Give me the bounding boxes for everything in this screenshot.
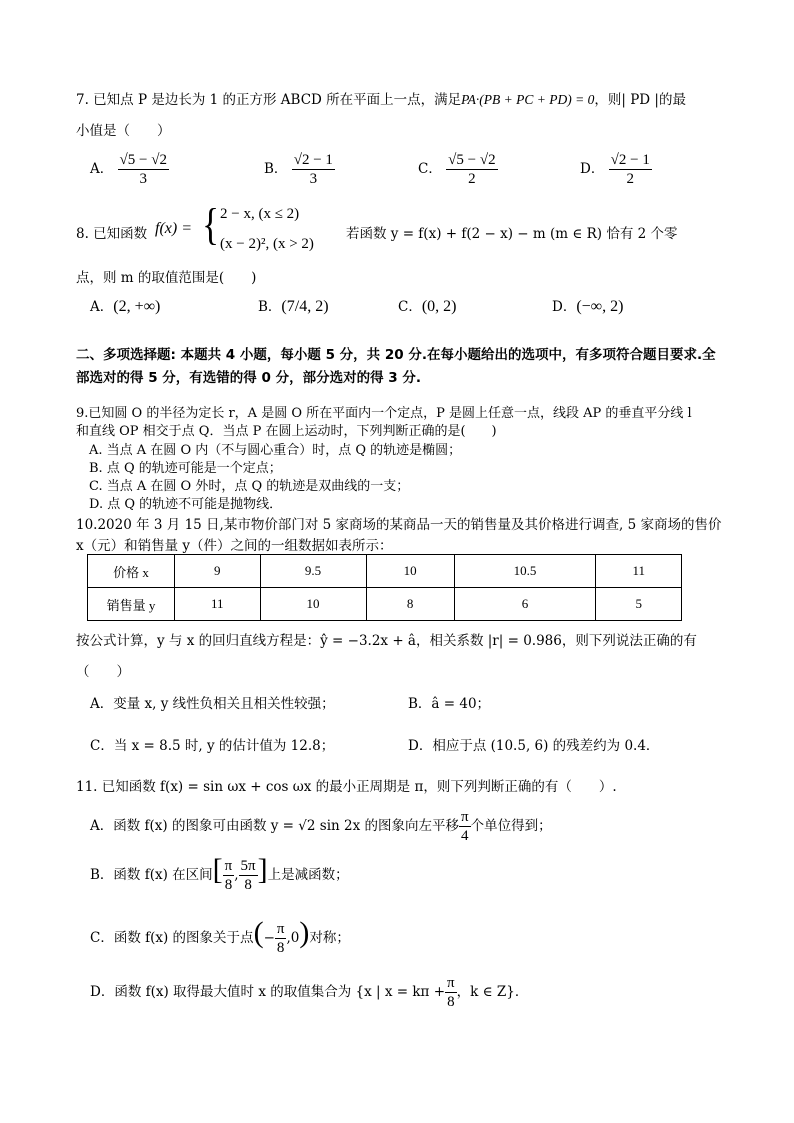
q9-option-a: A. 当点 A 在圆 O 内（不与圆心重合）时，点 Q 的轨迹是椭圆； xyxy=(89,443,462,458)
q8-option-a xyxy=(90,295,160,316)
table-row xyxy=(88,555,682,588)
section2-heading-line1: 二、多项选择题: 本题共 4 小题，每小题 5 分，共 20 分.在每小题给出的选项中，有多项符合题目要求.全 xyxy=(76,347,716,363)
table-cell: 5 xyxy=(596,588,682,621)
denominator: 8 xyxy=(224,877,233,893)
q10-data-table xyxy=(87,554,682,621)
option-label: A． xyxy=(90,299,114,315)
option-label: C． xyxy=(398,299,422,315)
option-text: A．函数 f(x) 的图象可由函数 y = √2 sin 2x 的图象向左平移 xyxy=(90,818,459,834)
q7-text-end: ，则| PD |的最 xyxy=(594,92,686,108)
denominator: 3 xyxy=(139,171,148,187)
option-text: (2, +∞) xyxy=(113,298,161,315)
denominator: 4 xyxy=(461,828,469,844)
q9-stem-line2: 和直线 OP 相交于点 Q．当点 P 在圆上运动时，下列判断正确的是( ) xyxy=(76,424,497,439)
table-cell: 11 xyxy=(175,588,261,621)
numerator: √5 − √2 xyxy=(119,152,167,168)
q10-stem-line1: 10.2020 年 3 月 15 日,某市物价部门对 5 家商场的某商品一天的销售量及其价格进行调查, 5 家商场的售价 xyxy=(76,517,722,533)
table-cell: 6 xyxy=(454,588,596,621)
q10-stem-line4: （ ） xyxy=(76,664,130,680)
section2-heading-line2: 部选对的得 5 分，有选错的得 0 分，部分选对的得 3 分. xyxy=(76,370,422,386)
q7-option-c xyxy=(418,151,498,188)
q8-option-b xyxy=(258,295,329,316)
q7-formula: PA·(PB + PC + PD) = 0 xyxy=(461,92,595,107)
option-label: D． xyxy=(552,299,577,315)
q7-text: 7. 已知点 P 是边长为 1 的正方形 ABCD 所在平面上一点，满足 xyxy=(76,92,462,108)
q10-option-c: C．当 x = 8.5 时, y 的估计值为 12.8； xyxy=(90,738,335,754)
numerator: √2 − 1 xyxy=(293,152,333,168)
option-label: A． xyxy=(90,161,114,177)
q9-option-c: C. 当点 A 在圆 O 外时，点 Q 的轨迹是双曲线的一支； xyxy=(89,479,410,494)
q11-option-c: C．函数 f(x) 的图象关于点(− $\frac{\pi}{8}$ ,0)对称； xyxy=(90,916,350,956)
numerator: 5π xyxy=(240,858,256,874)
option-text: D．函数 f(x) 取得最大值时 x 的取值集合为 {x | x = kπ + xyxy=(90,984,446,1000)
fraction xyxy=(292,151,335,188)
q8-prefix: 8. 已知函数 xyxy=(76,226,148,242)
q8-brace: { xyxy=(202,200,220,249)
table-cell: 9 xyxy=(175,555,261,588)
table-cell: 10 xyxy=(366,555,454,588)
table-cell: 11 xyxy=(596,555,682,588)
q9-option-b: B. 点 Q 的轨迹可能是一个定点； xyxy=(89,461,282,476)
numerator: √2 − 1 xyxy=(610,152,650,168)
table-cell: 10 xyxy=(260,588,366,621)
option-text-end: ，k ∈ Z}． xyxy=(456,984,529,1000)
numerator: π xyxy=(224,858,233,874)
option-text: (−∞, 2) xyxy=(576,298,624,315)
denominator: 2 xyxy=(626,171,634,187)
fraction xyxy=(239,857,258,894)
q11-option-d xyxy=(90,970,528,1014)
q8-case2: (x − 2)², (x > 2) xyxy=(220,236,314,252)
numerator: √5 − √2 xyxy=(448,152,496,168)
q7-stem-line2: 小值是（ ） xyxy=(76,123,171,139)
q10-option-d: D．相应于点 (10.5, 6) 的残差约为 0.4． xyxy=(408,738,660,754)
numerator: π xyxy=(461,809,469,825)
q10-stem-line2: x（元）和销售量 y（件）之间的一组数据如表所示： xyxy=(76,538,393,554)
table-row-header: 价格 x xyxy=(88,555,175,588)
table-cell: 10.5 xyxy=(454,555,596,588)
denominator: 3 xyxy=(309,171,318,187)
fraction xyxy=(446,151,497,188)
fraction xyxy=(118,151,169,188)
fraction xyxy=(459,808,471,845)
numerator: π xyxy=(276,921,285,937)
option-text-end: 对称； xyxy=(309,930,350,946)
table-row xyxy=(88,588,682,621)
q9-option-d: D. 点 Q 的轨迹不可能是抛物线． xyxy=(89,497,283,512)
table-cell: 8 xyxy=(366,588,454,621)
denominator: 8 xyxy=(447,994,455,1010)
fraction xyxy=(223,857,235,894)
q8-condition: 若函数 y = f(x) + f(2 − x) − m (m ∈ R) 恰有 2 个零 xyxy=(346,226,678,242)
denominator: 8 xyxy=(244,877,252,893)
option-label: C． xyxy=(418,161,442,177)
option-text-end: 个单位得到； xyxy=(470,818,552,834)
q7-stem xyxy=(76,88,686,108)
q7-option-b xyxy=(264,151,335,188)
option-label: B． xyxy=(258,299,282,315)
option-text: (0, 2) xyxy=(421,298,457,315)
numerator: π xyxy=(447,975,455,991)
q7-option-a xyxy=(90,151,169,188)
q10-stem-line3: 按公式计算，y 与 x 的回归直线方程是：ŷ = −3.2x + â，相关系数 |r| = 0.986，则下列说法正确的有 xyxy=(76,633,697,649)
q8-fx: f(x) = xyxy=(155,220,192,237)
option-label: B． xyxy=(264,161,288,177)
option-text-end: 上是减函数； xyxy=(267,867,349,883)
q11-option-a xyxy=(90,806,552,846)
option-label: D． xyxy=(580,161,605,177)
fraction xyxy=(609,151,652,188)
table-cell: 9.5 xyxy=(260,555,366,588)
denominator: 2 xyxy=(468,171,476,187)
option-text: C．函数 f(x) 的图象关于点 xyxy=(90,930,254,946)
q7-option-d xyxy=(580,151,652,188)
q8-option-c xyxy=(398,295,457,316)
q8-case1: 2 − x, (x ≤ 2) xyxy=(220,206,300,222)
fraction xyxy=(445,974,457,1011)
fraction xyxy=(275,920,287,957)
q8-option-d xyxy=(552,295,623,316)
q11-stem: 11. 已知函数 f(x) = sin ωx + cos ωx 的最小正周期是 π，则下列判断正确的有（ ）. xyxy=(76,779,617,795)
q9-stem-line1: 9.已知圆 O 的半径为定长 r，A 是圆 O 所在平面内一个定点，P 是圆上任意一点，线段 AP 的垂直平分线 l xyxy=(76,406,692,421)
q8-stem-line2: 点，则 m 的取值范围是( ) xyxy=(76,270,257,286)
q10-option-b: B．â = 40； xyxy=(408,696,491,712)
q11-option-b: B．函数 f(x) 在区间[ $\frac{\pi}{8}$ , $\frac{5\pi}{8}$ ]上是减函数； xyxy=(90,853,349,893)
denominator: 8 xyxy=(276,940,285,956)
option-text: (7/4, 2) xyxy=(281,298,329,315)
table-row-header: 销售量 y xyxy=(88,588,175,621)
option-text: B．函数 f(x) 在区间 xyxy=(90,867,213,883)
q10-option-a: A．变量 x, y 线性负相关且相关性较强； xyxy=(90,696,335,712)
